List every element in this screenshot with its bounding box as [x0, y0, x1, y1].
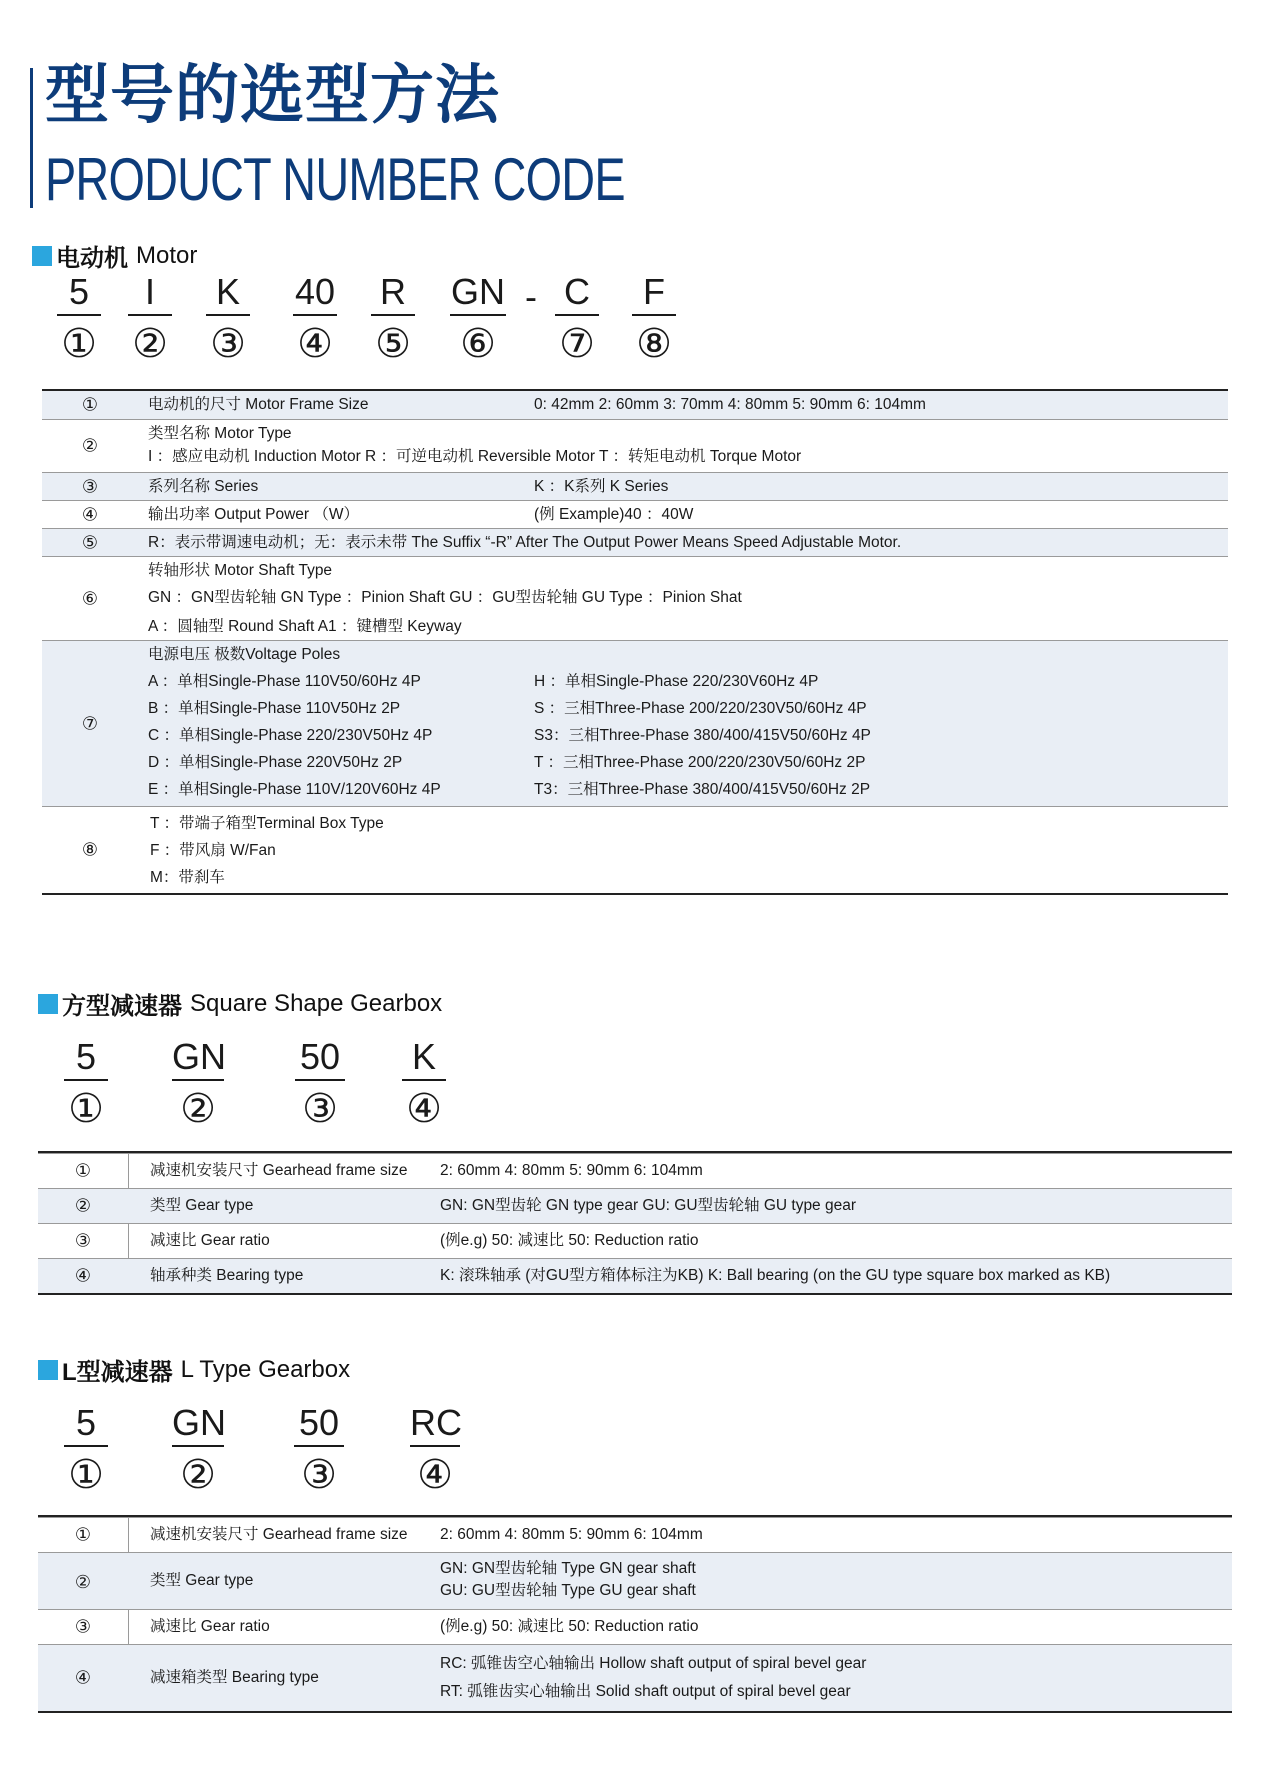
row-value: (例e.g) 50: 减速比 50: Reduction ratio: [440, 1232, 699, 1249]
voltage-option: H ：单相Single-Phase 220/230V60Hz 4P: [534, 673, 819, 690]
row-label: 类型名称 Motor Type: [148, 425, 292, 442]
code-char: 5: [64, 1037, 108, 1081]
square-row-3: [38, 1223, 1232, 1258]
motor-row-1: [42, 391, 1228, 419]
code-number: ⑧: [636, 321, 672, 367]
code-number: ①: [68, 1086, 104, 1132]
motor-row-3: [42, 472, 1228, 500]
code-number: ③: [210, 321, 246, 367]
row-number: ④: [74, 1265, 92, 1287]
ltype-code-4: [410, 1403, 460, 1499]
row-value: I ：感应电动机 Induction Motor R ：可逆电动机 Reversible Motor T ：转矩电动机 Torque Motor: [148, 448, 802, 465]
ltype-code-1: [64, 1403, 108, 1499]
code-char: 40: [293, 272, 337, 316]
row-value: 2: 60mm 4: 80mm 5: 90mm 6: 104mm: [440, 1162, 703, 1179]
motor-code-1: [57, 272, 101, 368]
row-label: 类型 Gear type: [150, 1572, 254, 1589]
square-code-1: [64, 1037, 108, 1133]
row-value: RT: 弧锥齿实心轴输出 Solid shaft output of spiral bevel gear: [440, 1683, 851, 1700]
ltype-row-4: [38, 1644, 1232, 1711]
motor-row-7: [42, 640, 1228, 806]
section-square-icon: [38, 1360, 58, 1380]
code-char: 50: [294, 1403, 344, 1447]
row-label: 电源电压 极数Voltage Poles: [148, 646, 341, 663]
ltype-code-2: [172, 1403, 224, 1499]
voltage-option: C ：单相Single-Phase 220/230V50Hz 4P: [148, 727, 433, 744]
row-label: 类型 Gear type: [150, 1197, 254, 1214]
square-heading-en: Square Shape Gearbox: [190, 989, 443, 1017]
row-label: 电动机的尺寸 Motor Frame Size: [148, 396, 369, 413]
voltage-option: E ：单相Single-Phase 110V/120V60Hz 4P: [148, 781, 441, 798]
square-table: [38, 1151, 1232, 1295]
row-label: 系列名称 Series: [148, 478, 259, 495]
ltype-row-2: [38, 1552, 1232, 1609]
code-char: 50: [295, 1037, 345, 1081]
square-code-2: [172, 1037, 224, 1133]
motor-heading: [32, 238, 197, 273]
motor-heading-cn: 电动机: [56, 245, 128, 272]
option-item: T ：带端子箱型Terminal Box Type: [150, 815, 384, 832]
code-number: ⑦: [559, 321, 595, 367]
row-label: 轴承种类 Bearing type: [150, 1267, 304, 1284]
ltype-table: [38, 1515, 1232, 1713]
row-label: 减速比 Gear ratio: [150, 1232, 270, 1249]
motor-code-5: [371, 272, 415, 368]
square-heading: [38, 986, 442, 1021]
code-char: 5: [64, 1403, 108, 1447]
motor-row-4: [42, 500, 1228, 528]
code-number: ②: [180, 1452, 216, 1498]
row-number: ①: [81, 394, 99, 416]
row-number: ②: [74, 1572, 92, 1593]
square-heading-cn: 方型减速器: [62, 993, 182, 1020]
voltage-option: T3：三相Three-Phase 380/400/415V50/60Hz 2P: [534, 781, 871, 798]
row-number: ③: [74, 1230, 92, 1252]
square-row-4: [38, 1258, 1232, 1293]
row-label: 减速机安装尺寸 Gearhead frame size: [150, 1162, 408, 1179]
motor-code-4: [293, 272, 337, 368]
motor-code-6: [450, 272, 506, 368]
code-number: ①: [61, 321, 97, 367]
square-code-4: [402, 1037, 446, 1133]
section-square-icon: [38, 994, 58, 1014]
row-number: ⑧: [81, 839, 99, 861]
row-label: 减速箱类型 Bearing type: [150, 1669, 319, 1686]
row-value: (例 Example)40 ：40W: [534, 506, 694, 523]
code-char: K: [206, 272, 250, 316]
motor-heading-en: Motor: [136, 241, 198, 269]
voltage-option: S3：三相Three-Phase 380/400/415V50/60Hz 4P: [534, 727, 871, 744]
row-value: GU: GU型齿轮轴 Type GU gear shaft: [440, 1582, 696, 1599]
row-value: GN: GN型齿轮 GN type gear GU: GU型齿轮轴 GU type gear: [440, 1197, 857, 1214]
code-number: ⑥: [460, 321, 496, 367]
motor-row-6: [42, 556, 1228, 640]
option-item: F ：带风扇 W/Fan: [150, 842, 276, 859]
motor-code-8: [632, 272, 676, 368]
motor-row-5: [42, 528, 1228, 556]
row-value: K ：K系列 K Series: [534, 478, 669, 495]
row-number: ③: [74, 1616, 92, 1638]
code-char: 5: [57, 272, 101, 316]
row-value: A ：圆轴型 Round Shaft A1 ：键槽型 Keyway: [148, 618, 462, 635]
option-item: M：带刹车: [150, 869, 225, 886]
row-number: ③: [81, 476, 99, 497]
title-accent-bar: [30, 68, 33, 208]
row-label: 减速机安装尺寸 Gearhead frame size: [150, 1526, 408, 1543]
code-dash: -: [525, 276, 537, 317]
ltype-row-1: [38, 1517, 1232, 1552]
code-number: ②: [132, 321, 168, 367]
voltage-option: T ：三相Three-Phase 200/220/230V50/60Hz 2P: [534, 754, 866, 771]
row-value: 0: 42mm 2: 60mm 3: 70mm 4: 80mm 5: 90mm 6: 104mm: [534, 396, 926, 413]
code-number: ④: [406, 1086, 442, 1132]
motor-row-2: [42, 419, 1228, 472]
row-value: GN: GN型齿轮轴 Type GN gear shaft: [440, 1560, 696, 1577]
code-char: GN: [172, 1037, 224, 1081]
code-number: ③: [302, 1086, 338, 1132]
row-label: 减速比 Gear ratio: [150, 1618, 270, 1635]
row-label: 转轴形状 Motor Shaft Type: [148, 562, 333, 579]
code-char: F: [632, 272, 676, 316]
ltype-code-3: [294, 1403, 344, 1499]
row-value: 2: 60mm 4: 80mm 5: 90mm 6: 104mm: [440, 1526, 703, 1543]
row-number: ④: [81, 504, 99, 525]
row-number: ②: [81, 435, 99, 457]
code-char: R: [371, 272, 415, 316]
voltage-option: D ：单相Single-Phase 220V50Hz 2P: [148, 754, 403, 771]
row-label: R：表示带调速电动机；无：表示未带 The Suffix “-R” After The Output Power Means Speed Adjustable Motor.: [148, 534, 902, 551]
code-number: ③: [301, 1452, 337, 1498]
code-number: ②: [180, 1086, 216, 1132]
motor-code-7: [555, 272, 599, 368]
square-row-1: [38, 1153, 1232, 1188]
code-number: ⑤: [375, 321, 411, 367]
row-number: ②: [74, 1195, 92, 1217]
square-row-2: [38, 1188, 1232, 1223]
voltage-option: A ：单相Single-Phase 110V50/60Hz 4P: [148, 673, 421, 690]
motor-table: [42, 389, 1228, 895]
code-number: ①: [68, 1452, 104, 1498]
row-number: ⑤: [81, 532, 99, 553]
row-number: ⑦: [81, 713, 99, 734]
page-title-cn: 型号的选型方法: [45, 59, 500, 133]
ltype-heading-cn: L型减速器: [62, 1359, 173, 1386]
code-char: RC: [410, 1403, 460, 1447]
row-value: K: 滚珠轴承 (对GU型方箱体标注为KB) K: Ball bearing (on the GU type square box marked as KB): [440, 1267, 1111, 1284]
row-number: ①: [74, 1524, 92, 1546]
row-number: ④: [74, 1667, 92, 1689]
section-square-icon: [32, 246, 52, 266]
row-label: 输出功率 Output Power （W）: [148, 506, 360, 523]
code-number: ④: [297, 321, 333, 367]
code-number: ④: [417, 1452, 453, 1498]
code-char: GN: [172, 1403, 224, 1447]
row-value: RC: 弧锥齿空心轴输出 Hollow shaft output of spiral bevel gear: [440, 1655, 867, 1672]
ltype-heading-en: L Type Gearbox: [180, 1355, 351, 1383]
code-char: GN: [450, 272, 506, 316]
row-number: ⑥: [81, 588, 99, 609]
voltage-option: B ：单相Single-Phase 110V50Hz 2P: [148, 700, 401, 717]
row-value: (例e.g) 50: 减速比 50: Reduction ratio: [440, 1618, 699, 1635]
voltage-option: S ：三相Three-Phase 200/220/230V50/60Hz 4P: [534, 700, 867, 717]
motor-code-3: [206, 272, 250, 368]
ltype-row-3: [38, 1609, 1232, 1644]
page-title-en: PRODUCT NUMBER CODE: [45, 146, 625, 213]
code-char: I: [128, 272, 172, 316]
code-char: K: [402, 1037, 446, 1081]
motor-row-8: [42, 806, 1228, 893]
ltype-heading: [38, 1352, 350, 1387]
motor-code-2: [128, 272, 172, 368]
square-code-3: [295, 1037, 345, 1133]
code-char: C: [555, 272, 599, 316]
row-number: ①: [74, 1160, 92, 1182]
row-value: GN ：GN型齿轮轴 GN Type ：Pinion Shaft GU ：GU型齿轮轴 GU Type ：Pinion Shat: [148, 589, 742, 606]
